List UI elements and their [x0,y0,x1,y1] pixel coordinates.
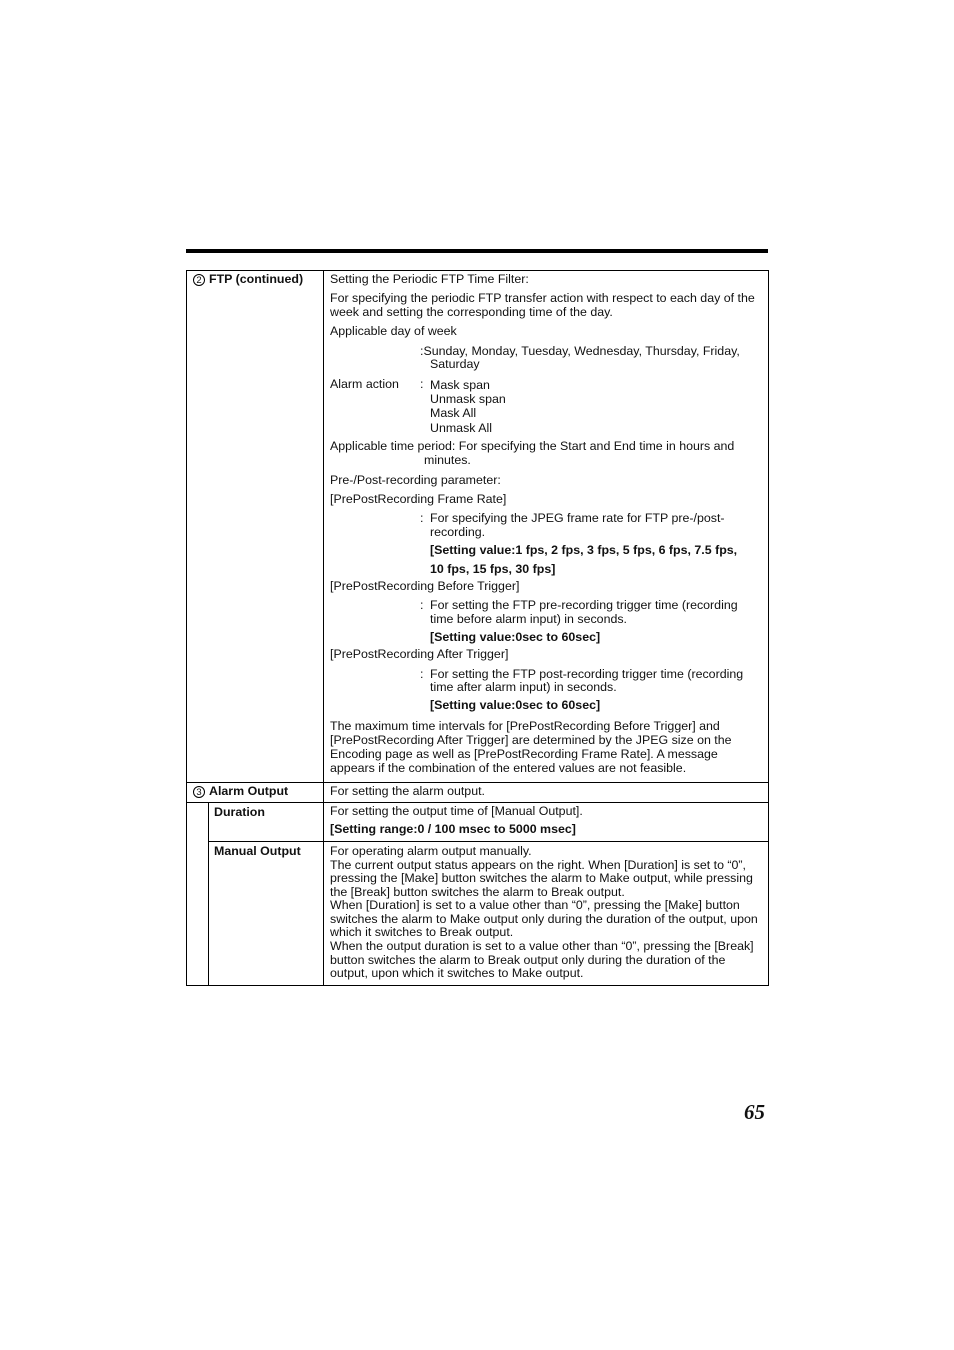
alarm-action-row: Alarm action : Mask span Unmask span Mask All Unmask All [330,378,762,435]
frame-rate-row: : For specifying the JPEG frame rate for FTP pre-/post-recording. [330,512,762,540]
page-number: 65 [744,1100,765,1124]
filter-heading: Setting the Periodic FTP Time Filter: [330,272,529,286]
top-rule [186,249,768,253]
indent-cell [187,803,209,986]
alarm-action-value: Mask span [430,377,490,392]
filter-desc: For specifying the periodic FTP transfer action with respect to each day of the week and setting the corresponding time of the day. [330,291,755,320]
manual-output-line: When [Duration] is set to a value other than “0”, pressing the [Make] button switches the alarm to Make output only during the duration of the output, upon which it switches to Break output. [330,898,758,940]
duration-desc: For setting the output time of [Manual Output]. [330,804,583,819]
after-trigger-label: [PrePostRecording After Trigger] [330,647,509,662]
alarm-action-label: Alarm action [330,376,399,391]
ftp-label-cell [187,271,324,783]
day-values: :Sunday, Monday, Tuesday, Wednesday, Thursday, Friday, Saturday [420,343,740,372]
frame-rate-setting-2: 10 fps, 15 fps, 30 fps] [430,561,556,576]
before-trigger-label: [PrePostRecording Before Trigger] [330,579,520,594]
manual-output-content-cell [324,841,769,985]
after-trigger-row: : For setting the FTP post-recording trigger time (recording time after alarm input) in seconds. [330,668,762,696]
ftp-row [187,271,769,783]
manual-output-row [187,841,769,985]
alarm-action-value: Mask All [430,406,477,421]
duration-content-cell [324,803,769,842]
alarm-action-values [430,378,762,435]
alarm-output-label-cell [187,782,324,803]
duration-label: Duration [209,803,324,842]
duration-row [187,803,769,842]
alarm-output-row [187,782,769,803]
duration-setting: [Setting range:0 / 100 msec to 5000 msec] [330,822,576,837]
after-trigger-desc: For setting the FTP post-recording trigger time (recording time after alarm input) in seconds. [430,666,744,695]
item-number-badge: 2 [193,274,205,286]
time-period: Applicable time period: For specifying the Start and End time in hours and minutes. [330,439,735,468]
alarm-action-value: Unmask All [430,420,492,435]
manual-output-label: Manual Output [209,841,324,985]
manual-output-line: When the output duration is set to a value other than “0”, pressing the [Break] button switches the alarm to Break output only during the duration of the output, upon which it switches to Make output. [330,939,754,981]
frame-rate-desc: For specifying the JPEG frame rate for FTP pre-/post-recording. [430,511,725,539]
prepost-heading: Pre-/Post-recording parameter: [330,472,501,487]
alarm-output-desc: For setting the alarm output. [324,782,769,803]
manual-output-line: For operating alarm output manually. [330,843,532,858]
settings-table [186,270,769,986]
alarm-action-value: Unmask span [430,392,506,407]
ftp-content-cell [324,271,769,783]
ftp-note: The maximum time intervals for [PrePostRecording Before Trigger] and [PrePostRecording After Trigger] are determined by the JPEG size on the Encoding page as well as [PrePostRecording Frame Rate]. A message appears if the combination of the entered values are not feasible. [330,719,732,775]
alarm-output-label: Alarm Output [209,783,289,798]
after-trigger-setting: [Setting value:0sec to 60sec] [430,698,601,713]
ftp-label: FTP (continued) [209,272,304,286]
before-trigger-setting: [Setting value:0sec to 60sec] [430,630,601,645]
before-trigger-row: : For setting the FTP pre-recording trigger time (recording time before alarm input) in seconds. [330,599,762,627]
manual-output-line: The current output status appears on the right. When [Duration] is set to “0”, pressing the [Make] button switches the alarm to Make output, while pressing the [Break] button switches the alarm to Break output. [330,857,753,899]
frame-rate-label: [PrePostRecording Frame Rate] [330,491,507,506]
item-number-badge: 3 [193,786,205,798]
frame-rate-setting-1: [Setting value:1 fps, 2 fps, 3 fps, 5 fps, 6 fps, 7.5 fps, [430,542,738,557]
before-trigger-desc: For setting the FTP pre-recording trigger time (recording time before alarm input) in seconds. [430,598,738,627]
day-heading: Applicable day of week [330,324,457,339]
